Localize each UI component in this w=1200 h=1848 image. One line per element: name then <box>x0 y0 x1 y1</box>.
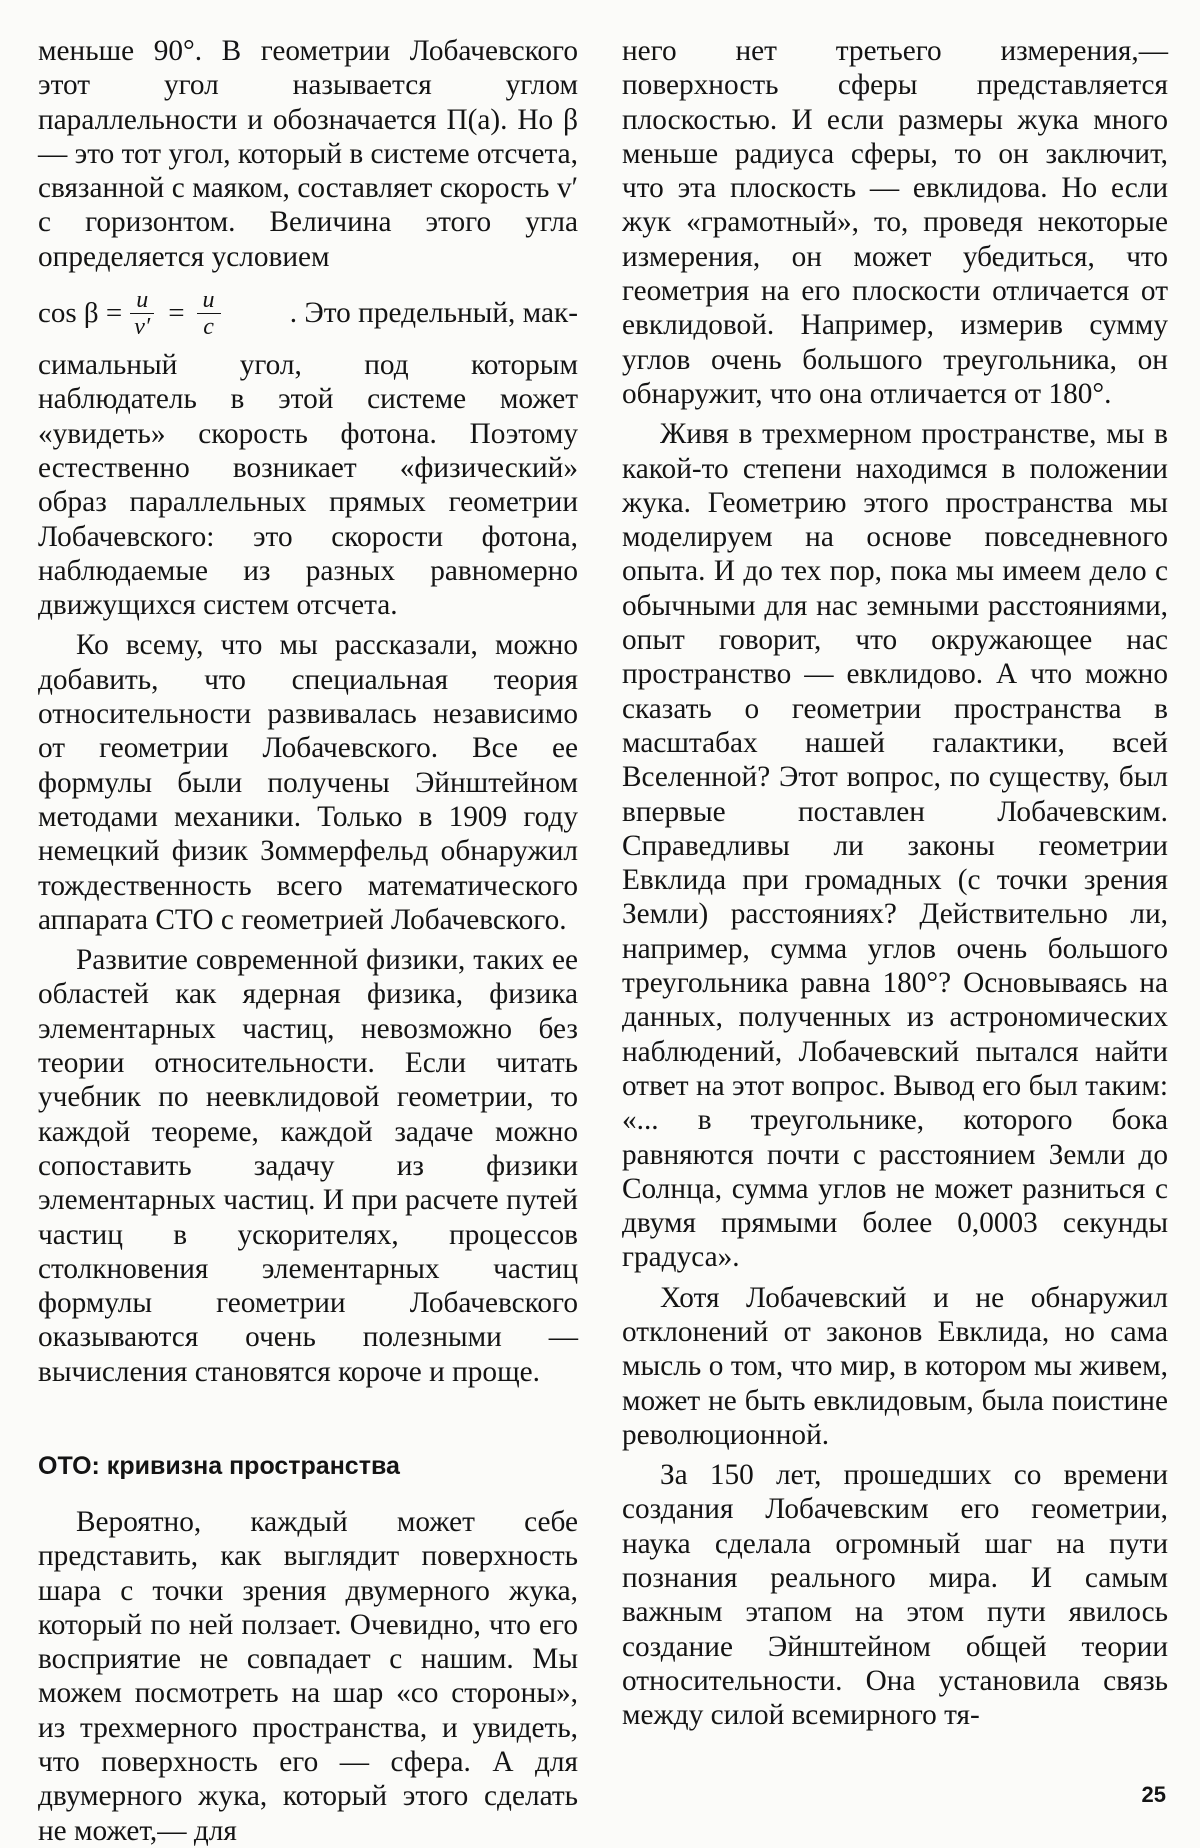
paragraph-modern-physics: Развитие современной физики, таких ее областей как ядерная физика, физика элементарных частиц, невозможно без теории относительности. Если читать учебник по неевклидовой геометрии, то каждой теореме, каждой задаче можно сопоставить задачу из физики элементарных частиц. И при расчете путей частиц в ускорителях, процессов столкновения элементарных частиц формулы геометрии Лобачевского оказываются очень полезными — вычисления становятся короче и проще. <box>38 944 578 1388</box>
paragraph-two-dimensional-beetle: Вероятно, каждый может себе представить, как выглядит поверхность шара с точки зрения двумерного жука, который по ней ползает. Очевидно, что его восприятие не совпадает с нашим. Мы можем посмотреть на шар «со стороны», из трехмерного пространства, и увидеть, что поверхность его — сфера. А для двумерного жука, который этого сделать не может,— для <box>38 1505 578 1847</box>
fraction-u-over-c <box>197 287 221 340</box>
paragraph-general-relativity: За 150 лет, прошедших со времени создания Лобачевским его геометрии, наука сделала огромный шаг на пути познания реального мира. И самым важным этапом на этом пути явилось создание Эйнштейном общей теории относительности. Она установила связь между силой всемирного тя- <box>622 1459 1168 1732</box>
paragraph-three-dimensional-space: Живя в трехмерном пространстве, мы в какой-то степени находимся в положении жука. Геометрию этого пространства мы моделируем на основе повседневного опыта. И до тех пор, пока мы имеем дело с обычными для нас земными расстояниями, опыт говорит, что окружающее нас пространство — евклидово. А что можно сказать о геометрии пространства в масштабах нашей галактики, всей Вселенной? Этот вопрос, по существу, был впервые поставлен Лобачевским. Справедливы ли законы геометрии Евклида при громадных (с точки зрения Земли) расстояниях? Действительно ли, например, сумма углов очень большого треугольника равна 180°? Основываясь на данных, полученных из астрономических наблюдений, Лобачевский пытался найти ответ на этот вопрос. Вывод его был таким: «... в треугольнике, которого бока равняются почти с расстоянием Земли до Солнца, сумма углов не может разниться с двумя прямыми более 0,0003 секунды градуса». <box>622 418 1168 1274</box>
formula-lhs: cos β = <box>38 296 123 329</box>
cos-beta-formula <box>38 287 227 340</box>
page-number: 25 <box>1141 1782 1166 1807</box>
left-column <box>38 34 578 1848</box>
fraction-denominator: v′ <box>134 313 151 340</box>
section-heading: ОТО: кривизна пространства <box>38 1451 400 1480</box>
paragraph-beetle-continued: него нет третьего измерения,— поверхность сферы представляется плоскостью. И если размеры жука много меньше радиуса сферы, то он заключит, что эта плоскость — евклидова. Но если жук «грамотный», то, проведя некоторые измерения, он может убедиться, что геометрия на его плоскости отличается от евклидовой. Например, измерив сумму углов очень большого треугольника, он обнаружит, что она отличается от 180°. <box>622 35 1168 410</box>
paragraph-revolutionary-idea: Хотя Лобачевский и не обнаружил отклонений от законов Евклида, но сама мысль о том, что мир, в котором мы живем, может не быть евклидовым, была поистине революционной. <box>622 1281 1168 1451</box>
formula-tail-text: . Это предельный, мак- <box>289 296 578 329</box>
paragraph-special-relativity: Ко всему, что мы рассказали, можно добавить, что специальная теория относительности развивалась независимо от геометрии Лобачевского. Все ее формулы были получены Эйнштейном методами механики. Только в 1909 году немецкий физик Зоммерфельд обнаружил тождественность всего математического аппарата СТО с геометрией Лобачевского. <box>38 629 578 936</box>
fraction-denominator: c <box>203 313 214 340</box>
fraction-u-over-v <box>128 287 156 340</box>
formula-line <box>38 278 578 348</box>
fraction-numerator: u <box>197 287 221 314</box>
right-column <box>622 34 1168 1733</box>
paragraph-photon-speed: симальный угол, под которым наблюдатель в этой системе может «увидеть» скорость фотона. Поэтому естественно возникает «физический» образ параллельных прямых геометрии Лобачевского: это скорости фотона, наблюдаемые из разных равномерно движущихся систем отсчета. <box>38 349 578 622</box>
equals-sign: = <box>168 296 185 329</box>
fraction-numerator: u <box>130 287 154 314</box>
paragraph-lobachevsky-angle: меньше 90°. В геометрии Лобачевского этот угол называется углом параллельности и обозначается П(a). Но β— это тот угол, который в системе отсчета, связанной с маяком, составляет скорость v′ с горизонтом. Величина этого угла определяется условием <box>38 35 578 273</box>
